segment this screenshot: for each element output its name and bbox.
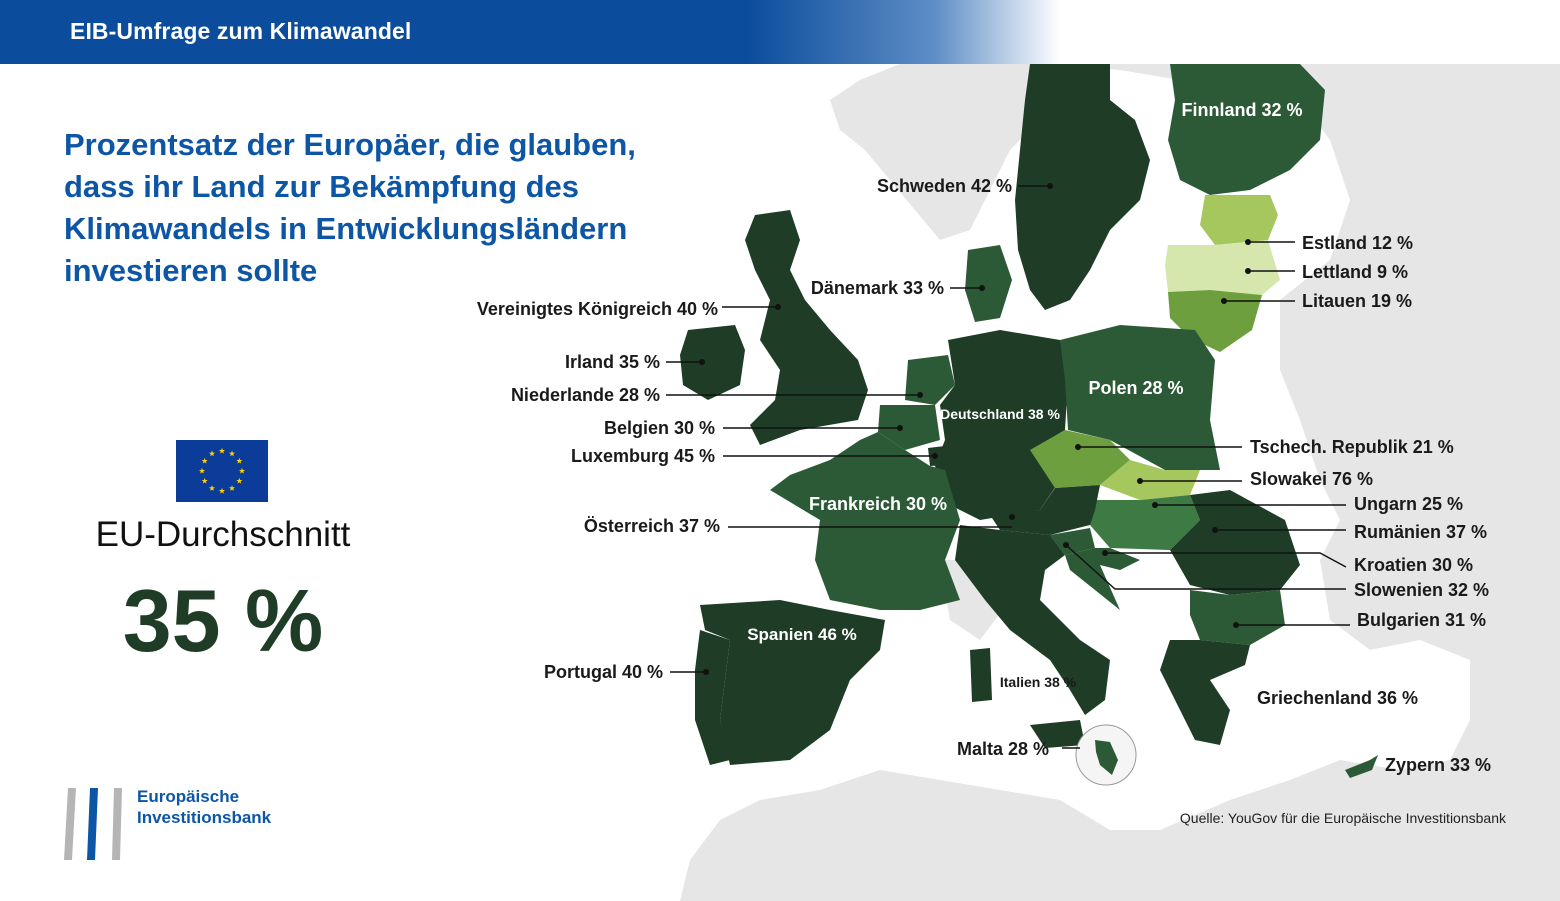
label-daenemark: Dänemark 33 % xyxy=(810,278,944,298)
label-malta: Malta 28 % xyxy=(956,739,1049,759)
label-belgien: Belgien 30 % xyxy=(603,418,715,438)
eu-average-label: EU-Durchschnitt xyxy=(95,515,351,554)
label-polen: Polen 28 % xyxy=(1088,378,1184,398)
country-lettland xyxy=(1165,240,1280,295)
eib-logo-line-1: Europäische xyxy=(137,787,240,806)
country-bulgarien xyxy=(1190,590,1285,645)
label-finnland: Finnland 32 % xyxy=(1181,100,1303,120)
country-griechenland xyxy=(1160,640,1250,745)
eu-flag-star xyxy=(229,485,235,491)
main-title-line-2: dass ihr Land zur Bekämpfung des xyxy=(64,169,580,204)
country-finnland xyxy=(1168,64,1325,195)
label-rumaenien: Rumänien 37 % xyxy=(1354,522,1488,542)
label-slowakei: Slowakei 76 % xyxy=(1250,469,1374,489)
eu-average-value: 35 % xyxy=(122,571,324,670)
eu-flag-star xyxy=(209,485,215,491)
label-zypern: Zypern 33 % xyxy=(1385,755,1492,775)
label-griechenland: Griechenland 36 % xyxy=(1257,688,1419,708)
label-luxemburg: Luxemburg 45 % xyxy=(570,446,715,466)
country-italien-sardinien xyxy=(970,648,992,702)
label-tschechien: Tschech. Republik 21 % xyxy=(1250,437,1454,457)
main-title-line-4: investieren sollte xyxy=(64,253,318,288)
label-italien: Italien 38 % xyxy=(999,674,1077,690)
main-title-line-3: Klimawandels in Entwicklungsländern xyxy=(64,211,628,246)
eib-logo-icon xyxy=(62,786,132,862)
label-uk: Vereinigtes Königreich 40 % xyxy=(476,299,718,319)
label-kroatien: Kroatien 30 % xyxy=(1354,555,1474,575)
country-deutschland xyxy=(935,330,1068,520)
header-bar xyxy=(0,0,1560,64)
country-uk xyxy=(745,210,868,445)
label-estland: Estland 12 % xyxy=(1302,233,1414,253)
label-portugal: Portugal 40 % xyxy=(543,662,663,682)
header-title: EIB-Umfrage zum Klimawandel xyxy=(70,18,412,44)
source-note: Quelle: YouGov für die Europäische Investitionsbank xyxy=(1179,810,1506,826)
eu-flag-icon xyxy=(176,440,268,502)
label-oesterreich: Österreich 37 % xyxy=(583,516,720,536)
country-schweden xyxy=(1015,64,1150,310)
label-litauen: Litauen 19 % xyxy=(1302,291,1413,311)
main-title xyxy=(64,124,724,292)
country-estland xyxy=(1200,195,1278,245)
eu-flag-star xyxy=(239,468,245,474)
eu-flag-star xyxy=(199,468,205,474)
eu-flag-star xyxy=(202,458,208,464)
eu-flag-star xyxy=(219,488,225,494)
label-lettland: Lettland 9 % xyxy=(1302,262,1409,282)
label-slowenien: Slowenien 32 % xyxy=(1354,580,1490,600)
label-bulgarien: Bulgarien 31 % xyxy=(1357,610,1487,630)
eu-flag-star xyxy=(219,448,225,454)
eu-flag-star xyxy=(209,450,215,456)
label-deutschland: Deutschland 38 % xyxy=(940,406,1060,422)
country-kroatien xyxy=(1065,548,1140,610)
country-daenemark xyxy=(965,245,1012,322)
label-frankreich: Frankreich 30 % xyxy=(808,494,948,514)
main-title-line-1: Prozentsatz der Europäer, die glauben, xyxy=(64,127,636,162)
label-spanien: Spanien 46 % xyxy=(747,625,857,644)
label-ungarn: Ungarn 25 % xyxy=(1354,494,1464,514)
label-irland: Irland 35 % xyxy=(564,352,660,372)
eib-logo-line-2: Investitionsbank xyxy=(137,808,272,827)
eu-flag-star xyxy=(229,450,235,456)
eib-logo-text xyxy=(137,786,271,828)
eu-flag-star xyxy=(202,478,208,484)
eu-flag-star xyxy=(236,478,242,484)
eu-flag-star xyxy=(236,458,242,464)
eu-flag-stars xyxy=(176,440,268,502)
label-schweden: Schweden 42 % xyxy=(876,176,1012,196)
label-niederlande: Niederlande 28 % xyxy=(510,385,660,405)
